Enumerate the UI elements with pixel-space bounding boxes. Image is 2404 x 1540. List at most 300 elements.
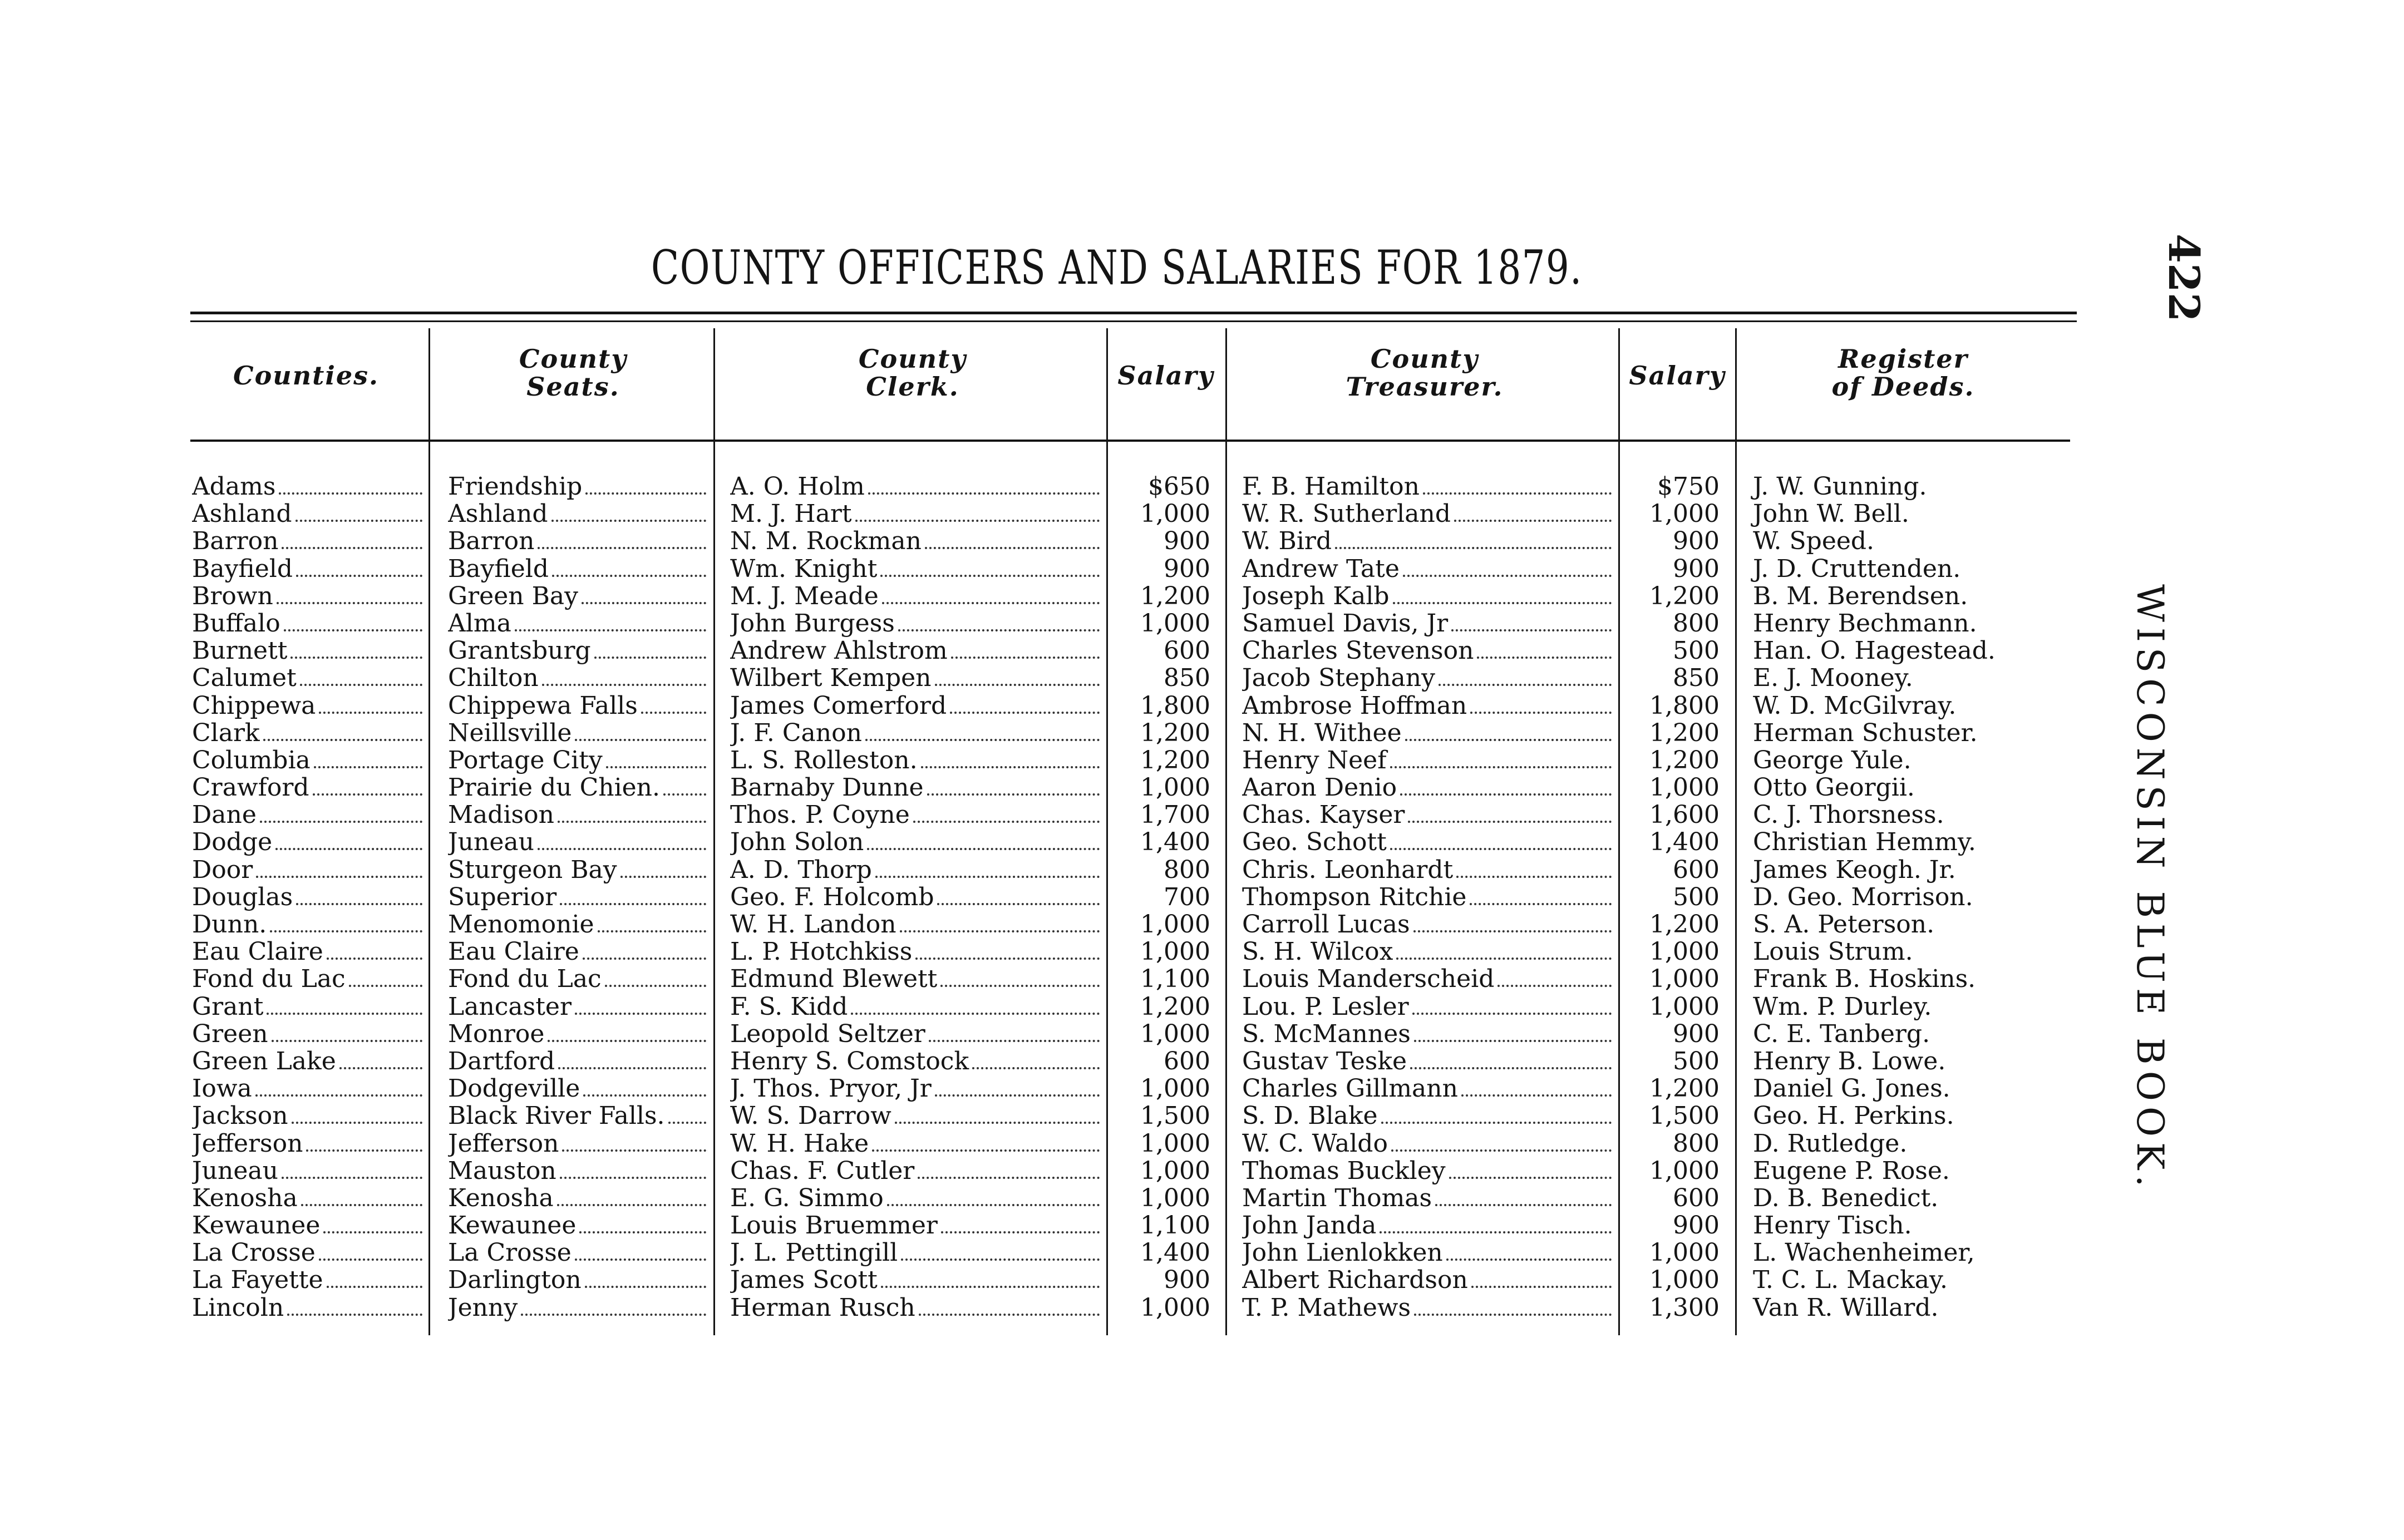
- dot-leader: [887, 1204, 1100, 1206]
- county-cell: [192, 527, 426, 555]
- dot-leader: [937, 903, 1100, 905]
- dot-leader: [521, 1314, 706, 1316]
- county-treasurer-cell-text: N. H. Withee: [1242, 719, 1402, 747]
- clerk-salary-cell: 1,500: [1140, 1102, 1210, 1131]
- county-seat-cell: [448, 555, 710, 583]
- county-treasurer-cell-text: Chas. Kayser: [1242, 801, 1405, 829]
- county-seat-cell: [448, 664, 710, 692]
- county-treasurer-cell-text: T. P. Mathews: [1242, 1294, 1411, 1321]
- treasurer-salary-cell: 900: [1673, 554, 1720, 583]
- county-seat-cell-text: Bayfield: [448, 555, 549, 583]
- dot-leader: [1454, 520, 1612, 522]
- county-seat-cell-text: Fond du Lac: [448, 965, 602, 993]
- treasurer-salary-cell: 500: [1673, 882, 1720, 911]
- county-cell: [192, 692, 426, 719]
- county-clerk-cell: [730, 637, 1103, 664]
- column-divider: [1106, 328, 1108, 1335]
- dot-leader: [668, 1122, 706, 1124]
- register-of-deeds-cell: Eugene P. Rose.: [1753, 1156, 1950, 1185]
- county-cell: [192, 1102, 426, 1129]
- dot-leader: [327, 957, 422, 960]
- register-of-deeds-cell: E. J. Mooney.: [1753, 664, 1913, 693]
- county-clerk-cell-text: James Comerford: [730, 692, 947, 719]
- clerk-salary-cell: 1,000: [1140, 609, 1210, 638]
- county-clerk-cell-text: A. D. Thorp: [730, 856, 872, 883]
- dot-leader: [1414, 1314, 1612, 1316]
- county-cell-text: Dunn.: [192, 911, 267, 939]
- register-of-deeds-cell: C. E. Tanberg.: [1753, 1019, 1930, 1048]
- dot-leader: [851, 1013, 1100, 1015]
- county-seat-cell-text: Alma: [448, 609, 511, 638]
- register-of-deeds-cell: W. D. McGilvray.: [1753, 691, 1957, 720]
- dot-leader: [1410, 1067, 1612, 1069]
- dot-leader: [1391, 1149, 1612, 1152]
- treasurer-salary-cell: 1,000: [1649, 773, 1720, 802]
- treasurer-salary-cell: 900: [1673, 1019, 1720, 1048]
- county-treasurer-cell-text: W. R. Sutherland: [1242, 500, 1451, 528]
- register-of-deeds-cell: Christian Hemmy.: [1753, 828, 1976, 857]
- county-treasurer-cell-text: Charles Stevenson: [1242, 637, 1474, 665]
- county-seat-cell-text: Ashland: [448, 500, 548, 528]
- register-of-deeds-cell: Henry Bechmann.: [1753, 609, 1977, 638]
- county-treasurer-cell-text: Geo. Schott: [1242, 828, 1387, 856]
- treasurer-salary-cell: 500: [1673, 636, 1720, 665]
- dot-leader: [606, 766, 706, 768]
- dot-leader: [282, 1177, 422, 1179]
- dot-leader: [263, 739, 422, 741]
- dot-leader: [585, 1286, 706, 1288]
- dot-leader: [620, 876, 706, 878]
- county-treasurer-cell: [1242, 527, 1615, 555]
- dot-leader: [882, 602, 1100, 604]
- county-clerk-cell: [730, 473, 1103, 500]
- county-clerk-cell-text: Louis Bruemmer: [730, 1212, 938, 1240]
- dot-leader: [1335, 547, 1612, 549]
- dot-leader: [255, 1094, 422, 1097]
- county-treasurer-cell: [1242, 747, 1615, 774]
- treasurer-salary-cell: 1,000: [1649, 500, 1720, 529]
- column-divider: [1618, 328, 1620, 1335]
- dot-leader: [582, 602, 706, 604]
- dot-leader: [349, 985, 422, 987]
- county-treasurer-cell: [1242, 664, 1615, 692]
- dot-leader: [941, 1231, 1100, 1233]
- treasurer-salary-cell: 1,200: [1649, 746, 1720, 774]
- county-seat-cell: [448, 1020, 710, 1048]
- dot-leader: [538, 848, 706, 850]
- dot-leader: [855, 520, 1100, 522]
- county-treasurer-cell: [1242, 1075, 1615, 1102]
- clerk-salary-cell: 1,800: [1140, 691, 1210, 720]
- county-clerk-cell: [730, 692, 1103, 719]
- register-of-deeds-cell: Louis Strum.: [1753, 937, 1913, 966]
- county-clerk-cell: [730, 1020, 1103, 1048]
- county-seat-cell-text: Jenny: [448, 1294, 518, 1321]
- county-treasurer-cell: [1242, 965, 1615, 993]
- county-treasurer-cell: [1242, 911, 1615, 938]
- register-of-deeds-cell: John W. Bell.: [1753, 500, 1909, 529]
- county-seat-cell: [448, 583, 710, 610]
- county-seat-cell-text: Dodgeville: [448, 1075, 580, 1103]
- county-cell-text: Dane: [192, 801, 257, 829]
- dot-leader: [1403, 575, 1612, 577]
- county-seat-cell-text: Monroe: [448, 1020, 545, 1048]
- treasurer-salary-cell: 900: [1673, 527, 1720, 556]
- county-treasurer-cell-text: Joseph Kalb: [1242, 582, 1390, 610]
- dot-leader: [548, 1040, 706, 1042]
- county-cell-text: Buffalo: [192, 609, 280, 638]
- county-clerk-cell-text: Barnaby Dunne: [730, 774, 924, 802]
- county-cell-text: Barron: [192, 527, 279, 555]
- column-divider: [1225, 328, 1227, 1335]
- register-of-deeds-cell: D. B. Benedict.: [1753, 1183, 1939, 1212]
- county-treasurer-cell: [1242, 938, 1615, 965]
- county-cell: [192, 856, 426, 883]
- clerk-salary-cell: 1,000: [1140, 1156, 1210, 1185]
- dot-leader: [1446, 1258, 1612, 1261]
- county-cell: [192, 747, 426, 774]
- clerk-salary-cell: 900: [1164, 527, 1210, 556]
- county-seat-cell-text: Chippewa Falls: [448, 692, 638, 719]
- county-treasurer-cell-text: Chris. Leonhardt: [1242, 856, 1454, 883]
- county-cell: [192, 965, 426, 993]
- dot-leader: [538, 547, 706, 549]
- dot-leader: [1380, 1231, 1612, 1233]
- dot-leader: [925, 547, 1100, 549]
- register-of-deeds-cell: T. C. L. Mackay.: [1753, 1266, 1948, 1295]
- header-rule: [190, 440, 2070, 442]
- dot-leader: [575, 1013, 706, 1015]
- county-clerk-cell: [730, 1294, 1103, 1321]
- register-of-deeds-cell: C. J. Thorsness.: [1753, 801, 1944, 830]
- dot-leader: [1477, 657, 1612, 659]
- county-cell: [192, 883, 426, 911]
- county-cell-text: Door: [192, 856, 253, 883]
- county-seat-cell: [448, 1184, 710, 1212]
- county-clerk-cell: [730, 856, 1103, 883]
- dot-leader: [918, 1177, 1100, 1179]
- dot-leader: [558, 821, 706, 823]
- county-seat-cell: [448, 801, 710, 828]
- county-seat-cell-text: Grantsburg: [448, 637, 591, 665]
- treasurer-salary-cell: 1,400: [1649, 828, 1720, 857]
- column-counties: [192, 473, 426, 1321]
- clerk-salary-cell: 900: [1164, 1266, 1210, 1295]
- clerk-salary-cell: 1,100: [1140, 1211, 1210, 1240]
- dot-leader: [913, 821, 1100, 823]
- county-seat-cell-text: Green Bay: [448, 582, 579, 610]
- county-treasurer-cell: [1242, 555, 1615, 583]
- county-treasurer-cell: [1242, 500, 1615, 527]
- county-clerk-cell: [730, 1266, 1103, 1294]
- clerk-salary-cell: 1,000: [1140, 1129, 1210, 1158]
- dot-leader: [1412, 1013, 1612, 1015]
- running-head: WISCONSIN BLUE BOOK.: [2129, 584, 2171, 1193]
- county-cell-text: Ashland: [192, 500, 292, 528]
- dot-leader: [1456, 876, 1612, 878]
- county-clerk-cell-text: John Solon: [730, 828, 864, 856]
- register-of-deeds-cell: Geo. H. Perkins.: [1753, 1102, 1954, 1131]
- treasurer-salary-cell: 1,000: [1649, 1266, 1720, 1295]
- treasurer-salary-cell: 900: [1673, 1211, 1720, 1240]
- county-seat-cell-text: Eau Claire: [448, 938, 579, 966]
- page-title: COUNTY OFFICERS AND SALARIES FOR 1879.: [651, 240, 1583, 295]
- treasurer-salary-cell: 500: [1673, 1047, 1720, 1075]
- dot-leader: [552, 575, 706, 577]
- header-salary-treasurer: Salary: [1629, 361, 1726, 391]
- column-divider: [713, 328, 715, 1335]
- county-cell: [192, 938, 426, 965]
- dot-leader: [327, 1286, 422, 1288]
- county-seat-cell-text: La Crosse: [448, 1239, 572, 1267]
- county-seat-cell: [448, 1130, 710, 1157]
- county-cell-text: Clark: [192, 719, 260, 747]
- county-seat-cell-text: Kewaunee: [448, 1212, 577, 1240]
- register-of-deeds-cell: Daniel G. Jones.: [1753, 1074, 1950, 1103]
- dot-leader: [287, 1314, 422, 1316]
- county-cell: [192, 664, 426, 692]
- county-treasurer-cell: [1242, 1048, 1615, 1075]
- county-treasurer-cell-text: F. B. Hamilton: [1242, 473, 1420, 501]
- county-cell-text: Jefferson: [192, 1129, 303, 1157]
- county-clerk-cell-text: Wilbert Kempen: [730, 664, 932, 692]
- dot-leader: [865, 739, 1100, 741]
- dot-leader: [875, 876, 1100, 878]
- county-cell-text: Eau Claire: [192, 938, 323, 966]
- dot-leader: [1414, 1040, 1612, 1042]
- dot-leader: [323, 1231, 422, 1233]
- register-of-deeds-cell: S. A. Peterson.: [1753, 910, 1935, 939]
- dot-leader: [260, 821, 422, 823]
- county-seat-cell: [448, 473, 710, 500]
- column-county-seats: [448, 473, 710, 1321]
- dot-leader: [1423, 492, 1612, 495]
- county-treasurer-cell: [1242, 1020, 1615, 1048]
- county-treasurer-cell: [1242, 1184, 1615, 1212]
- county-cell: [192, 1184, 426, 1212]
- county-seat-cell-text: Friendship: [448, 473, 583, 501]
- county-clerk-cell: [730, 774, 1103, 801]
- county-seat-cell: [448, 883, 710, 911]
- county-clerk-cell-text: James Scott: [730, 1266, 878, 1294]
- county-clerk-cell-text: J. Thos. Pryor, Jr: [730, 1075, 932, 1103]
- register-of-deeds-cell: D. Rutledge.: [1753, 1129, 1908, 1158]
- county-treasurer-cell-text: Samuel Davis, Jr: [1242, 609, 1449, 638]
- county-treasurer-cell-text: S. H. Wilcox: [1242, 938, 1393, 966]
- county-cell: [192, 1020, 426, 1048]
- county-seat-cell-text: Darlington: [448, 1266, 582, 1294]
- county-seat-cell-text: Kenosha: [448, 1184, 554, 1212]
- dot-leader: [935, 684, 1100, 686]
- county-clerk-cell-text: Herman Rusch: [730, 1294, 915, 1321]
- county-cell: [192, 610, 426, 637]
- dot-leader: [560, 1177, 706, 1179]
- county-treasurer-cell-text: Aaron Denio: [1242, 774, 1397, 802]
- dot-leader: [562, 1149, 706, 1152]
- dot-leader: [1390, 766, 1612, 768]
- county-seat-cell: [448, 527, 710, 555]
- dot-leader: [267, 1013, 422, 1015]
- county-treasurer-cell-text: Andrew Tate: [1242, 555, 1400, 583]
- dot-leader: [339, 1067, 422, 1069]
- dot-leader: [583, 1094, 706, 1097]
- county-seat-cell-text: Lancaster: [448, 993, 572, 1020]
- dot-leader: [868, 492, 1100, 495]
- county-treasurer-cell: [1242, 1130, 1615, 1157]
- dot-leader: [270, 930, 422, 932]
- county-seat-cell: [448, 856, 710, 883]
- header-register-of-deeds: Register of Deeds.: [1831, 344, 1975, 402]
- county-clerk-cell: [730, 1157, 1103, 1184]
- column-divider: [1735, 328, 1737, 1335]
- county-seat-cell: [448, 692, 710, 719]
- register-of-deeds-cell: L. Wachenheimer,: [1753, 1238, 1975, 1267]
- county-clerk-cell: [730, 1102, 1103, 1129]
- county-seat-cell-text: Portage City: [448, 746, 603, 774]
- county-treasurer-cell-text: Martin Thomas: [1242, 1184, 1432, 1212]
- treasurer-salary-cell: 850: [1673, 664, 1720, 693]
- county-cell-text: Green Lake: [192, 1047, 336, 1075]
- county-clerk-cell: [730, 828, 1103, 856]
- dot-leader: [284, 629, 422, 631]
- clerk-salary-cell: 1,000: [1140, 1019, 1210, 1048]
- county-cell: [192, 828, 426, 856]
- county-clerk-cell: [730, 1239, 1103, 1266]
- register-of-deeds-cell: Frank B. Hoskins.: [1753, 965, 1976, 994]
- dot-leader: [290, 657, 422, 659]
- county-seat-cell-text: Madison: [448, 801, 554, 829]
- treasurer-salary-cell: 1,600: [1649, 801, 1720, 830]
- dot-leader: [1400, 793, 1612, 796]
- county-clerk-cell: [730, 719, 1103, 747]
- dot-leader: [313, 793, 422, 796]
- county-clerk-cell: [730, 555, 1103, 583]
- dot-leader: [272, 1040, 422, 1042]
- county-cell-text: Adams: [192, 473, 276, 501]
- county-clerk-cell-text: J. L. Pettingill: [730, 1239, 898, 1267]
- top-rule-thin: [190, 320, 2077, 322]
- county-seat-cell: [448, 938, 710, 965]
- county-cell-text: La Fayette: [192, 1266, 323, 1294]
- county-seat-cell: [448, 1212, 710, 1239]
- treasurer-salary-cell: 1,200: [1649, 718, 1720, 747]
- dot-leader: [900, 930, 1100, 932]
- dot-leader: [557, 1204, 706, 1206]
- clerk-salary-cell: 800: [1164, 855, 1210, 884]
- dot-leader: [951, 657, 1100, 659]
- dot-leader: [663, 793, 706, 796]
- clerk-salary-cell: 1,000: [1140, 910, 1210, 939]
- county-clerk-cell: [730, 1075, 1103, 1102]
- county-treasurer-cell: [1242, 774, 1615, 801]
- dot-leader: [282, 547, 422, 549]
- county-treasurer-cell: [1242, 719, 1615, 747]
- dot-leader: [919, 1314, 1100, 1316]
- treasurer-salary-cell: 1,000: [1649, 1238, 1720, 1267]
- dot-leader: [583, 957, 706, 960]
- county-seat-cell: [448, 1294, 710, 1321]
- dot-leader: [1497, 985, 1612, 987]
- dot-leader: [585, 492, 706, 495]
- treasurer-salary-cell: 1,200: [1649, 1074, 1720, 1103]
- county-cell: [192, 993, 426, 1020]
- dot-leader: [575, 1258, 706, 1261]
- dot-leader: [872, 1149, 1100, 1152]
- county-cell: [192, 473, 426, 500]
- county-seat-cell: [448, 1239, 710, 1266]
- county-clerk-cell: [730, 883, 1103, 911]
- clerk-salary-cell: 1,400: [1140, 828, 1210, 857]
- dot-leader: [594, 657, 706, 659]
- dot-leader: [898, 629, 1100, 631]
- county-clerk-cell-text: Henry S. Comstock: [730, 1047, 969, 1075]
- county-clerk-cell-text: W. H. Hake: [730, 1129, 869, 1157]
- county-clerk-cell: [730, 938, 1103, 965]
- register-of-deeds-cell: Herman Schuster.: [1753, 718, 1978, 747]
- county-seat-cell: [448, 1048, 710, 1075]
- treasurer-salary-cell: 1,200: [1649, 581, 1720, 610]
- dot-leader: [558, 1067, 706, 1069]
- dot-leader: [275, 848, 422, 850]
- county-cell-text: Kewaunee: [192, 1212, 321, 1240]
- county-treasurer-cell: [1242, 1294, 1615, 1321]
- dot-leader: [1393, 602, 1612, 604]
- clerk-salary-cell: 700: [1164, 882, 1210, 911]
- column-salary-clerk: [1113, 473, 1210, 1321]
- header-county-seats: County Seats.: [519, 344, 628, 402]
- dot-leader: [1451, 629, 1612, 631]
- county-clerk-cell-text: N. M. Rockman: [730, 527, 922, 555]
- dot-leader: [927, 793, 1100, 796]
- dot-leader: [296, 575, 422, 577]
- county-clerk-cell: [730, 610, 1103, 637]
- column-salary-treasurer: [1625, 473, 1720, 1321]
- dot-leader: [300, 684, 422, 686]
- county-clerk-cell-text: A. O. Holm: [730, 473, 865, 501]
- county-cell: [192, 774, 426, 801]
- dot-leader: [880, 575, 1100, 577]
- county-treasurer-cell: [1242, 1157, 1615, 1184]
- county-cell-text: Kenosha: [192, 1184, 298, 1212]
- county-treasurer-cell-text: Ambrose Hoffman: [1242, 692, 1467, 719]
- county-cell: [192, 719, 426, 747]
- county-treasurer-cell: [1242, 473, 1615, 500]
- column-county-clerk: [730, 473, 1103, 1321]
- dot-leader: [915, 957, 1100, 960]
- county-seat-cell-text: Neillsville: [448, 719, 572, 747]
- county-seat-cell: [448, 774, 710, 801]
- county-seat-cell-text: Barron: [448, 527, 535, 555]
- register-of-deeds-cell: W. Speed.: [1753, 527, 1875, 556]
- county-seat-cell-text: Chilton: [448, 664, 539, 692]
- county-cell-text: Bayfield: [192, 555, 293, 583]
- clerk-salary-cell: 1,000: [1140, 773, 1210, 802]
- dot-leader: [605, 985, 706, 987]
- county-treasurer-cell-text: Thomas Buckley: [1242, 1157, 1446, 1184]
- county-treasurer-cell-text: W. Bird: [1242, 527, 1332, 555]
- county-treasurer-cell: [1242, 583, 1615, 610]
- county-cell-text: Dodge: [192, 828, 273, 856]
- county-treasurer-cell: [1242, 993, 1615, 1020]
- county-cell: [192, 500, 426, 527]
- clerk-salary-cell: 1,200: [1140, 746, 1210, 774]
- clerk-salary-cell: 1,100: [1140, 965, 1210, 994]
- county-treasurer-cell-text: S. McMannes: [1242, 1020, 1411, 1048]
- dot-leader: [1396, 957, 1612, 960]
- dot-leader: [292, 1122, 422, 1124]
- header-county-treasurer: County Treasurer.: [1346, 344, 1504, 402]
- register-of-deeds-cell: Henry B. Lowe.: [1753, 1047, 1946, 1075]
